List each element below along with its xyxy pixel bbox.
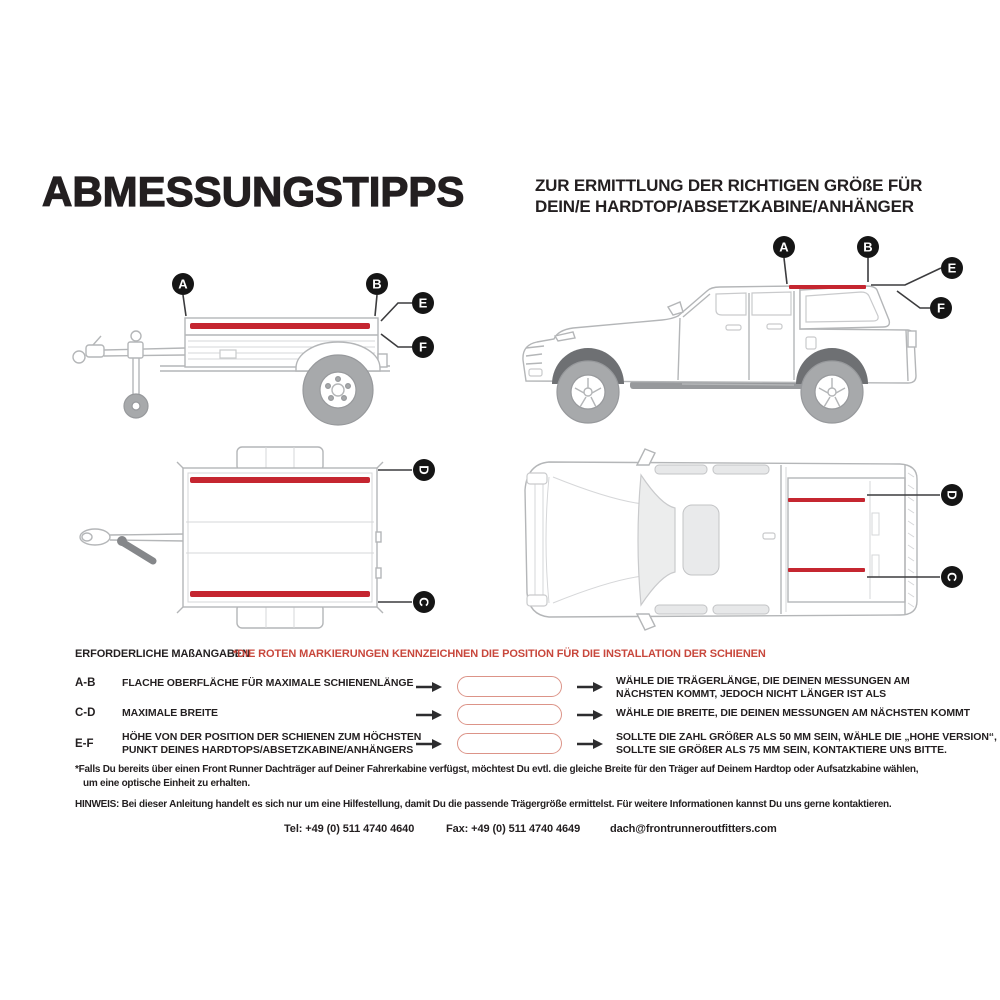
footnote-line-2: um eine optische Einheit zu erhalten. <box>83 778 250 789</box>
red-markings-note: *DIE ROTEN MARKIERUNGEN KENNZEICHNEN DIE POSITION FÜR DIE INSTALLATION DER SCHIENEN <box>233 648 766 660</box>
row-id: A-B <box>75 677 96 689</box>
svg-text:E: E <box>418 295 428 311</box>
svg-text:D: D <box>944 490 960 500</box>
hinweis-note: HINWEIS: Bei dieser Anleitung handelt es sich nur um eine Hilfestellung, damit Du die passende Trägergröße ermittelst. Für weitere Informationen kannst Du uns gerne kontaktieren. <box>75 799 892 810</box>
row-result-line-2: SOLLTE SIE GRÖßER ALS 75 MM SEIN, KONTAKTIERE UNS BITTE. <box>616 744 947 756</box>
row-description-line-1: FLACHE OBERFLÄCHE FÜR MAXIMALE SCHIENENLÄNGE <box>122 677 414 689</box>
callout-badge-a <box>773 236 795 258</box>
truck-side-view-diagram <box>510 232 970 437</box>
svg-text:B: B <box>863 239 873 255</box>
arrow-right-icon <box>416 738 442 750</box>
row-result-line-1: WÄHLE DIE BREITE, DIE DEINEN MESSUNGEN AM NÄCHSTEN KOMMT <box>616 707 970 719</box>
svg-text:E: E <box>947 260 957 276</box>
rail-position-marker <box>190 591 370 597</box>
callout-badge-a <box>172 273 194 295</box>
svg-text:F: F <box>937 300 945 316</box>
callout-badge-e <box>941 257 963 279</box>
svg-text:A: A <box>779 239 789 255</box>
arrow-right-icon <box>577 738 603 750</box>
svg-text:B: B <box>372 276 382 292</box>
contact-email: dach@frontrunneroutfitters.com <box>610 823 777 835</box>
callout-badge-e <box>412 292 434 314</box>
trailer-side-view-diagram <box>60 262 470 457</box>
row-description-line-2: PUNKT DEINES HARDTOPS/ABSETZKABINE/ANHÄNGERS <box>122 744 414 756</box>
truck-top-view-diagram <box>515 445 980 645</box>
svg-text:C: C <box>944 572 960 582</box>
callout-badge-c <box>413 591 435 613</box>
svg-text:C: C <box>416 597 432 607</box>
callout-badge-d <box>413 459 435 481</box>
arrow-right-icon <box>577 709 603 721</box>
row-result-line-2: NÄCHSTEN KOMMT, JEDOCH NICHT LÄNGER IST ALS <box>616 688 887 700</box>
row-result-line-1: WÄHLE DIE TRÄGERLÄNGE, DIE DEINEN MESSUNGEN AM <box>616 675 910 687</box>
callout-badge-c <box>941 566 963 588</box>
rail-position-marker <box>788 568 865 572</box>
callout-badge-b <box>366 273 388 295</box>
callout-badge-f <box>930 297 952 319</box>
footnote-line-1: *Falls Du bereits über einen Front Runner Dachträger auf Deiner Fahrerkabine verfügst, möchtest Du evtl. die gleiche Breite für den Träger auf Deinem Hardtop oder Aufsatzkabine wählen, <box>75 764 919 775</box>
arrow-right-icon <box>577 681 603 693</box>
row-id: E-F <box>75 738 94 750</box>
row-description-line-1: MAXIMALE BREITE <box>122 707 218 719</box>
trailer-side-art <box>73 318 390 425</box>
measurement-entry-pill <box>457 733 562 754</box>
requirements-heading: ERFORDERLICHE MAßANGABEN <box>75 648 250 660</box>
truck-top-art <box>525 449 917 630</box>
measurement-entry-pill <box>457 704 562 725</box>
truck-side-art <box>523 286 916 423</box>
svg-text:F: F <box>419 339 427 355</box>
rail-position-marker <box>788 498 865 502</box>
trailer-top-art <box>80 447 383 628</box>
arrow-right-icon <box>416 681 442 693</box>
page-title: ABMESSUNGSTIPPS <box>42 168 465 215</box>
rail-position-marker <box>190 477 370 483</box>
contact-fax: Fax: +49 (0) 511 4740 4649 <box>446 823 581 835</box>
contact-tel: Tel: +49 (0) 511 4740 4640 <box>284 823 415 835</box>
svg-text:D: D <box>416 465 432 475</box>
trailer-top-view-diagram <box>65 440 465 640</box>
callout-badge-d <box>941 484 963 506</box>
subtitle-line-2: DEIN/E HARDTOP/ABSETZKABINE/ANHÄNGER <box>535 196 914 216</box>
callout-badge-b <box>857 236 879 258</box>
row-id: C-D <box>75 707 96 719</box>
svg-text:A: A <box>178 276 188 292</box>
arrow-right-icon <box>416 709 442 721</box>
rail-position-marker <box>190 323 370 329</box>
subtitle-line-1: ZUR ERMITTLUNG DER RICHTIGEN GRÖßE FÜR <box>535 176 923 195</box>
callout-badge-f <box>412 336 434 358</box>
rail-position-marker <box>789 285 866 289</box>
row-description-line-1: HÖHE VON DER POSITION DER SCHIENEN ZUM HÖCHSTEN <box>122 731 422 743</box>
callout-lines <box>378 470 412 602</box>
measurement-entry-pill <box>457 676 562 697</box>
row-result-line-1: SOLLTE DIE ZAHL GRÖßER ALS 50 MM SEIN, WÄHLE DIE „HOHE VERSION“, <box>616 731 997 743</box>
page-subtitle <box>535 176 922 217</box>
